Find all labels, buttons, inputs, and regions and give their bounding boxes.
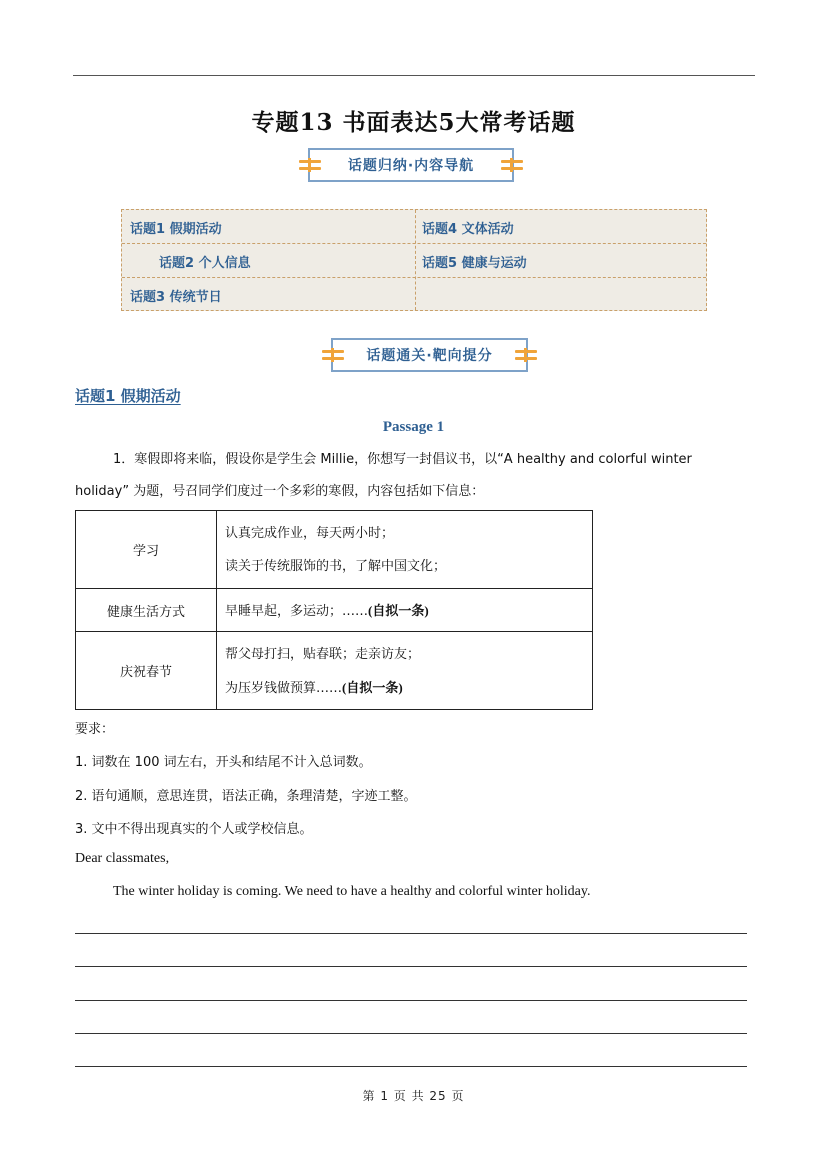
- writing-line[interactable]: [75, 1066, 747, 1067]
- letter-salutation: Dear classmates,: [75, 851, 170, 866]
- section-heading-topic-1[interactable]: 话题1 假期活动: [75, 387, 181, 405]
- question-text-line-1: 寒假即将来临，假设你是学生会 Millie，你想写一封倡议书，以“A healthy and colorful winter: [134, 452, 692, 467]
- banner-ornament-left-icon: [299, 158, 321, 172]
- nav-link-topic-2[interactable]: 话题2 个人信息: [159, 255, 251, 271]
- table-row: [76, 511, 593, 589]
- table-cell-line: 读关于传统服饰的书，了解中国文化；: [225, 558, 447, 574]
- banner-ornament-right-icon: [515, 348, 537, 362]
- table-cell-content: [217, 589, 593, 632]
- question-prompt-continued: [75, 476, 752, 508]
- table-row: [76, 632, 593, 710]
- question-number: 1．: [113, 452, 135, 467]
- document-title: 专题13 书面表达5大常考话题: [251, 109, 576, 136]
- banner-topic-practice: [331, 338, 528, 372]
- table-cell-content: [217, 511, 593, 589]
- nav-link-topic-1[interactable]: 话题1 假期活动: [130, 221, 222, 237]
- question-text-line-2: holiday” 为题，号召同学们度过一个多彩的寒假，内容包括如下信息：: [75, 484, 485, 499]
- table-cell-line: 帮父母打扫，贴春联；走亲访友；: [225, 646, 421, 662]
- table-cell-label: 学习: [76, 511, 217, 589]
- nav-link-topic-5[interactable]: 话题5 健康与运动: [422, 255, 527, 271]
- table-cell-content: [217, 632, 593, 710]
- requirement-item-1: 1. 词数在 100 词左右，开头和结尾不计入总词数。: [75, 755, 372, 770]
- writing-line[interactable]: [75, 1000, 747, 1001]
- banner-topic-navigation: [308, 148, 514, 182]
- letter-opening-sentence: The winter holiday is coming. We need to have a healthy and colorful winter holiday.: [113, 884, 591, 899]
- nav-link-topic-3[interactable]: 话题3 传统节日: [130, 289, 222, 305]
- table-cell-line: 认真完成作业，每天两小时；: [225, 525, 395, 541]
- banner-ornament-right-icon: [501, 158, 523, 172]
- table-row: [76, 589, 593, 632]
- table-cell-label: 庆祝春节: [76, 632, 217, 710]
- content-requirements-table: [75, 510, 593, 710]
- nav-link-topic-4[interactable]: 话题4 文体活动: [422, 221, 514, 237]
- topic-navigation-table: [121, 209, 707, 311]
- table-cell-line: 为压岁钱做预算……: [225, 680, 343, 696]
- requirements-heading: 要求：: [75, 722, 115, 737]
- writing-line[interactable]: [75, 966, 747, 967]
- table-cell-note: (自拟一条): [368, 602, 429, 618]
- banner-label: 话题归纳·内容导航: [347, 158, 475, 174]
- banner-ornament-left-icon: [322, 348, 344, 362]
- writing-line[interactable]: [75, 933, 747, 934]
- table-cell-line: 早睡早起，多运动；……: [225, 603, 369, 619]
- banner-label: 话题通关·靶向提分: [366, 348, 493, 364]
- question-prompt: [75, 444, 752, 476]
- writing-line[interactable]: [75, 1033, 747, 1034]
- requirement-item-3: 3. 文中不得出现真实的个人或学校信息。: [75, 822, 313, 837]
- nav-divider: [415, 210, 416, 310]
- page-footer: 第 1 页 共 25 页: [362, 1089, 465, 1103]
- header-rule: [73, 75, 755, 76]
- requirement-item-2: 2. 语句通顺，意思连贯，语法正确，条理清楚，字迹工整。: [75, 789, 417, 804]
- table-cell-note: (自拟一条): [342, 679, 403, 695]
- passage-title: Passage 1: [382, 419, 445, 435]
- table-cell-label: 健康生活方式: [76, 589, 217, 632]
